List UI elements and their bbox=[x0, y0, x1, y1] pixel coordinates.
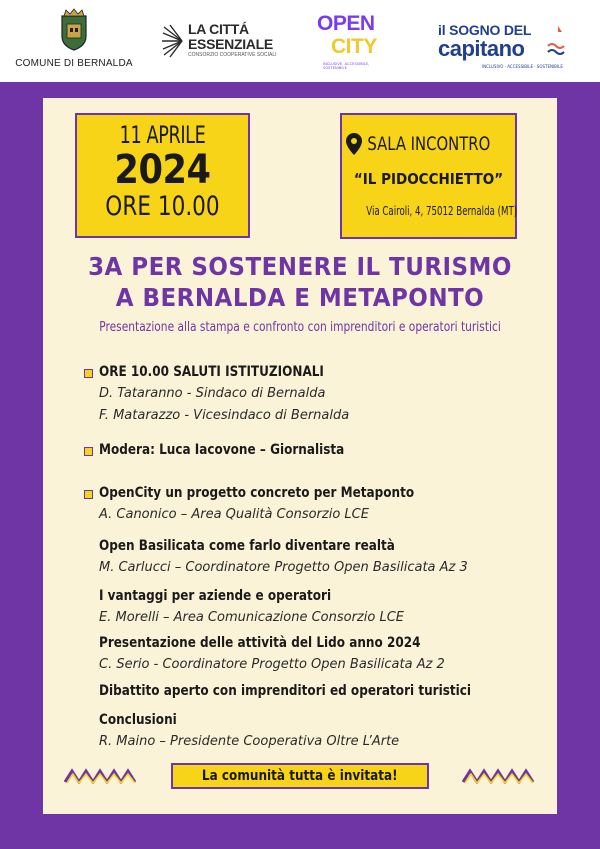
opencity-city: CITY bbox=[331, 35, 377, 58]
program-item-title: Dibattito aperto con imprenditori ed operatori turistici bbox=[99, 683, 472, 699]
sogno-capitano-logo bbox=[438, 22, 568, 70]
comune-label: COMUNE DI BERNALDA bbox=[15, 58, 133, 69]
program-item-title: Modera: Luca Iacovone – Giornalista bbox=[99, 442, 345, 458]
program-speaker: R. Maino – Presidente Cooperativa Oltre L’Arte bbox=[99, 734, 400, 749]
opencity-logo bbox=[313, 12, 393, 74]
invitation-banner bbox=[171, 763, 429, 789]
program-item-title: I vantaggi per aziende e operatori bbox=[99, 588, 332, 604]
citta-title-2: ESSENZIALE bbox=[188, 36, 273, 52]
event-day: 11 APRILE bbox=[119, 121, 206, 149]
citta-subtitle: CONSORZIO COOPERATIVE SOCIALI bbox=[188, 52, 277, 58]
comune-bernalda-logo bbox=[14, 8, 134, 69]
event-year: 2024 bbox=[114, 147, 211, 193]
wave-icon bbox=[546, 22, 568, 60]
program-item-title: ORE 10.00 SALUTI ISTITUZIONALI bbox=[99, 364, 324, 380]
logo-bar bbox=[0, 0, 600, 82]
capitano-title-1: il SOGNO DEL bbox=[438, 22, 532, 38]
headline-line-1: 3A PER SOSTENERE IL TURISMO bbox=[88, 252, 512, 281]
opencity-subtitle: INCLUSIVE, ACCESSIBILE, SOSTENIBILE bbox=[323, 62, 370, 70]
event-time: ORE 10.00 bbox=[105, 191, 220, 222]
program-item-title: OpenCity un progetto concreto per Metaponto bbox=[99, 485, 415, 501]
program-speaker: F. Matarazzo - Vicesindaco di Bernalda bbox=[99, 408, 350, 423]
date-box bbox=[75, 113, 250, 238]
program-speaker: M. Carlucci – Coordinatore Progetto Open Basilicata Az 3 bbox=[99, 560, 468, 575]
program-speaker: A. Canonico – Area Qualità Consorzio LCE bbox=[99, 507, 369, 522]
citta-title: LA CITTÁ bbox=[188, 21, 249, 37]
bullet-icon bbox=[84, 490, 93, 499]
zigzag-decoration-icon bbox=[64, 768, 138, 784]
venue-name: “IL PIDOCCHIETTO” bbox=[353, 170, 504, 188]
coat-of-arms-icon bbox=[56, 8, 92, 52]
zigzag-decoration-icon bbox=[462, 768, 536, 784]
program-item-title: Conclusioni bbox=[99, 712, 177, 728]
la-citta-essenziale-logo bbox=[162, 20, 280, 70]
program-speaker: D. Tataranno - Sindaco di Bernalda bbox=[99, 386, 326, 401]
program-item-title: Presentazione delle attività del Lido anno 2024 bbox=[99, 635, 421, 651]
venue-address: Via Cairoli, 4, 75012 Bernalda (MT) bbox=[366, 204, 518, 218]
venue-box bbox=[340, 113, 517, 239]
bullet-icon bbox=[84, 369, 93, 378]
program-item-title: Open Basilicata come farlo diventare realtà bbox=[99, 538, 395, 554]
invitation-text: La comunità tutta è invitata! bbox=[202, 768, 398, 784]
capitano-subtitle: INCLUSIVO · ACCESSIBILE · SOSTENIBILE bbox=[482, 64, 563, 69]
headline-subtitle: Presentazione alla stampa e confronto con imprenditori e operatori turistici bbox=[99, 320, 501, 335]
venue-title: SALA INCONTRO bbox=[367, 133, 491, 155]
bullet-icon bbox=[84, 447, 93, 456]
capitano-title-2: capitano bbox=[438, 36, 525, 61]
opencity-open: OPEN bbox=[317, 12, 375, 35]
sunburst-icon bbox=[162, 24, 184, 58]
program-speaker: E. Morelli – Area Comunicazione Consorzio LCE bbox=[99, 610, 404, 625]
program-speaker: C. Serio - Coordinatore Progetto Open Basilicata Az 2 bbox=[99, 657, 445, 672]
headline bbox=[43, 252, 557, 314]
headline-line-2: A BERNALDA E METAPONTO bbox=[115, 283, 485, 312]
